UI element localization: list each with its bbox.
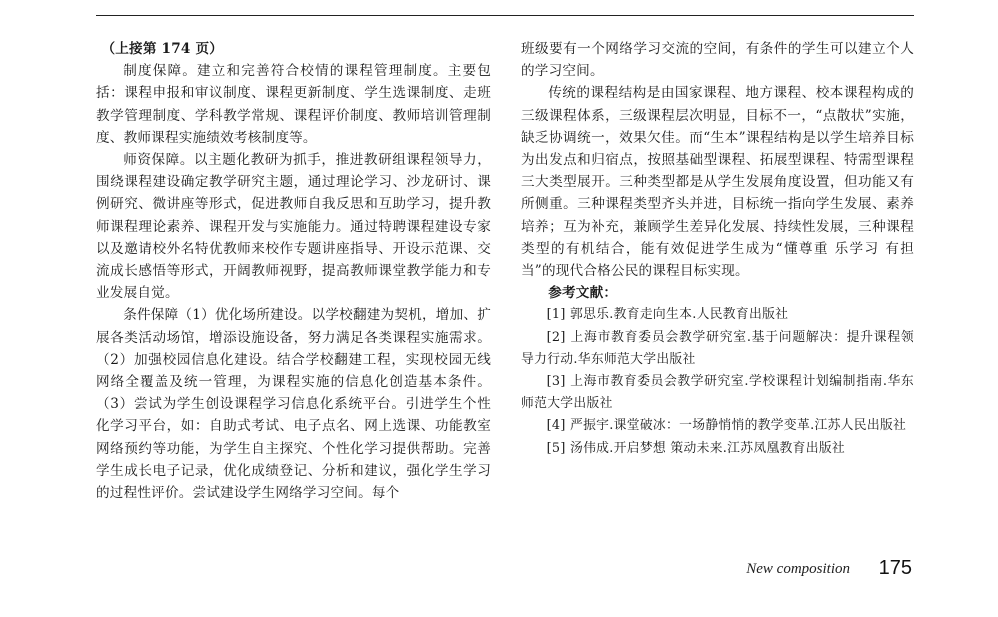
reference-item: [2] 上海市教育委员会教学研究室.基于问题解决：提升课程领导力行动.华东师范大学出版社 — [521, 329, 914, 367]
paragraph-teacher-guarantee: 师资保障。以主题化教研为抓手，推进教研组课程领导力，围绕课程建设确定教学研究主题，通过理论学习、沙龙研讨、课例研究、微讲座等形式，促进教师自我反思和互助学习，提升教师课程理论素养、课程开发与实施能力。通过特聘课程建设专家以及邀请校外名特优教师来校作专题讲座指导、开设示范课、交流成长感悟等形式，开阔教师视野，提高教师课堂教学能力和专业发展自觉。 — [96, 152, 491, 302]
top-rule — [96, 15, 914, 16]
reference-item: [1] 郭思乐.教育走向生本.人民教育出版社 — [546, 307, 789, 323]
continuation-note: （上接第 174 页） — [101, 41, 224, 57]
reference-item: [4] 严振宇.课堂破冰：一场静悄悄的教学变革.江苏人民出版社 — [546, 418, 907, 434]
left-column — [96, 38, 491, 504]
paragraph-system-guarantee: 制度保障。建立和完善符合校情的课程管理制度。主要包括：课程申报和审议制度、课程更新制度、学生选课制度、走班教学管理制度、学科教学常规、课程评价制度、教师培训管理制度、教师课程实施绩效考核制度等。 — [96, 63, 491, 146]
paragraph-continuation: 班级要有一个网络学习交流的空间，有条件的学生可以建立个人的学习空间。 — [521, 41, 914, 80]
references-heading: 参考文献： — [548, 285, 618, 302]
reference-item: [3] 上海市教育委员会教学研究室.学校课程计划编制指南.华东师范大学出版社 — [521, 374, 914, 412]
right-column — [521, 38, 914, 460]
reference-item: [5] 汤伟成.开启梦想 策动未来.江苏凤凰教育出版社 — [546, 440, 846, 456]
paragraph-course-structure: 传统的课程结构是由国家课程、地方课程、校本课程构成的三级课程体系，三级课程层次明显，目标不一，“点散状”实施，缺乏协调统一，效果欠佳。而“生本”课程结构是以学生培养目标为出发点和归宿点，按照基础型课程、拓展型课程、特需型课程三大类型展开。三种类型都是从学生发展角度设置，但功能又有所侧重。三种课程类型齐头并进，目标统一指向学生发展、素养培养；互为补充，兼顾学生差异化发展、持续性发展，三种课程类型的有机结合，能有效促进学生成为“懂尊重 乐学习 有担当”的现代合格公民的课程目标实现。 — [521, 85, 914, 280]
page-number: 175 — [878, 557, 912, 579]
paragraph-condition-guarantee: 条件保障（1）优化场所建设。以学校翻建为契机，增加、扩展各类活动场馆，增添设施设备，努力满足各类课程实施需求。（2）加强校园信息化建设。结合学校翻建工程，实现校园无线网络全覆盖及统一管理，为课程实施的信息化创造基本条件。（3）尝试为学生创设课程学习信息化系统平台。引进学生个性化学习平台，如：自助式考试、电子点名、网上选课、功能教室网络预约等功能，为学生自主探究、个性化学习提供帮助。完善学生成长电子记录，优化成绩登记、分析和建议，强化学生学习的过程性评价。尝试建设学生网络学习空间。每个 — [96, 307, 491, 502]
magazine-name: New composition — [746, 561, 850, 577]
